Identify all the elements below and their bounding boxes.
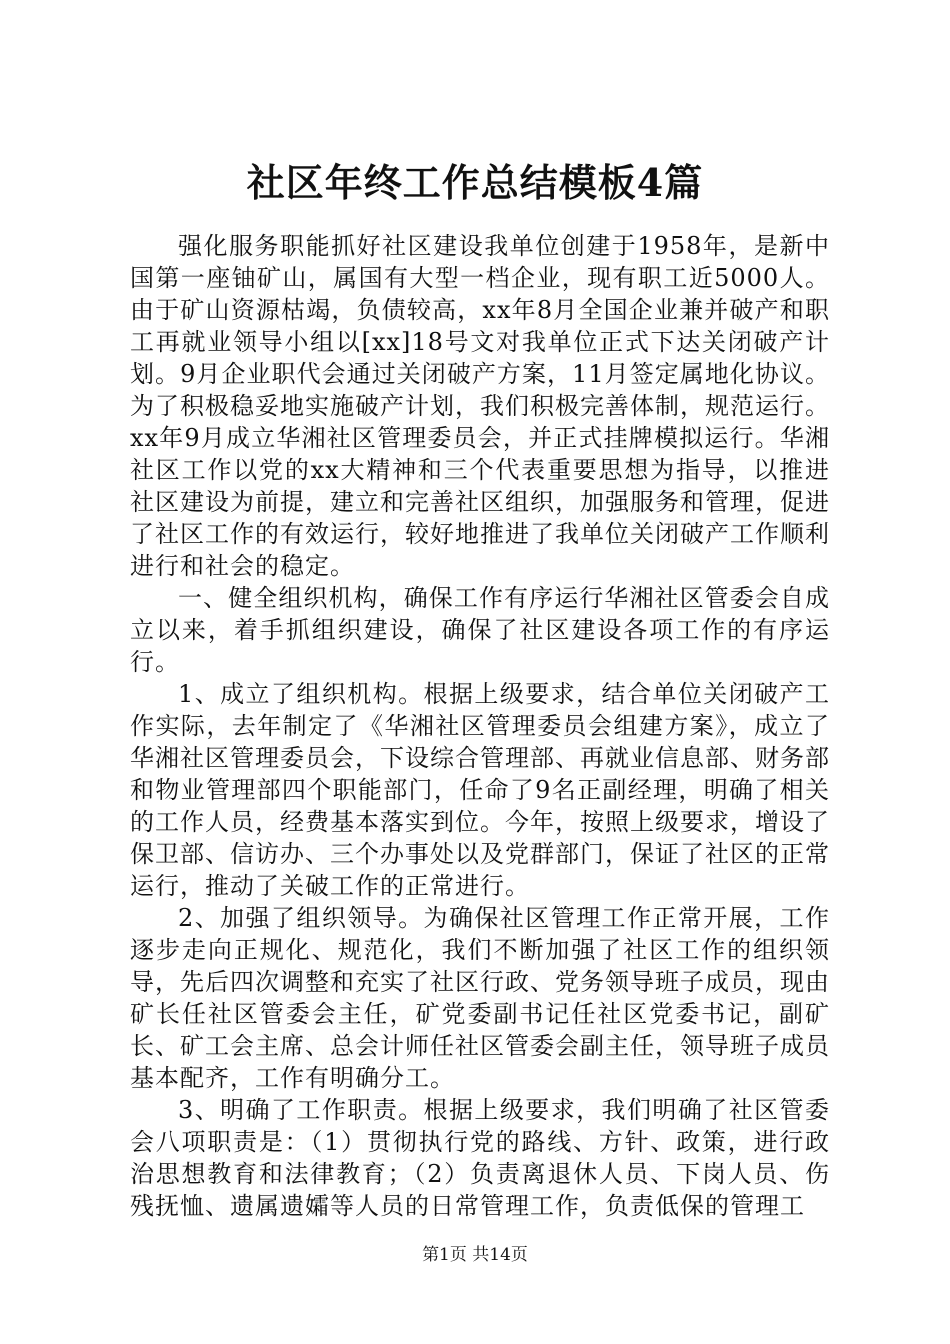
paragraph-item-1: 1、成立了组织机构。根据上级要求，结合单位关闭破产工作实际，去年制定了《华湘社区管理委员会组建方案》，成立了华湘社区管理委员会，下设综合管理部、再就业信息部、财务部和物业管理部四个职能部门，任命了9名正副经理，明确了相关的工作人员，经费基本落实到位。今年，按照上级要求，增设了保卫部、信访办、三个办事处以及党群部门，保证了社区的正常运行，推动了关破工作的正常进行。 (130, 680, 830, 900)
paragraph-item-2: 2、加强了组织领导。为确保社区管理工作正常开展，工作逐步走向正规化、规范化，我们不断加强了社区工作的组织领导，先后四次调整和充实了社区行政、党务领导班子成员，现由矿长任社区管委会主任，矿党委副书记任社区党委书记，副矿长、矿工会主席、总会计师任社区管委会副主任，领导班子成员基本配齐，工作有明确分工。 (130, 904, 830, 1092)
page-number-footer: 第1页 共14页 (422, 1245, 528, 1265)
paragraph-intro: 强化服务职能抓好社区建设我单位创建于1958年，是新中国第一座铀矿山，属国有大型一档企业，现有职工近5000人。由于矿山资源枯竭，负债较高，xx年8月全国企业兼并破产和职工再就业领导小组以[xx]18号文对我单位正式下达关闭破产计划。9月企业职代会通过关闭破产方案，11月签定属地化协议。为了积极稳妥地实施破产计划，我们积极完善体制，规范运行。xx年9月成立华湘社区管理委员会，并正式挂牌模拟运行。华湘社区工作以党的xx大精神和三个代表重要思想为指导，以推进社区建设为前提，建立和完善社区组织，加强服务和管理，促进了社区工作的有效运行，较好地推进了我单位关闭破产工作顺利进行和社会的稳定。 (130, 232, 830, 580)
document-body (130, 230, 830, 1222)
paragraph-item-3: 3、明确了工作职责。根据上级要求，我们明确了社区管委会八项职责是：（1）贯彻执行党的路线、方针、政策，进行政治思想教育和法律教育；（2）负责离退休人员、下岗人员、伤残抚恤、遗属遗孀等人员的日常管理工作，负责低保的管理工 (130, 1096, 830, 1220)
paragraph-section-1: 一、健全组织机构，确保工作有序运行华湘社区管委会自成立以来，着手抓组织建设，确保了社区建设各项工作的有序运行。 (130, 584, 830, 676)
document-title: 社区年终工作总结模板4篇 (246, 160, 704, 205)
